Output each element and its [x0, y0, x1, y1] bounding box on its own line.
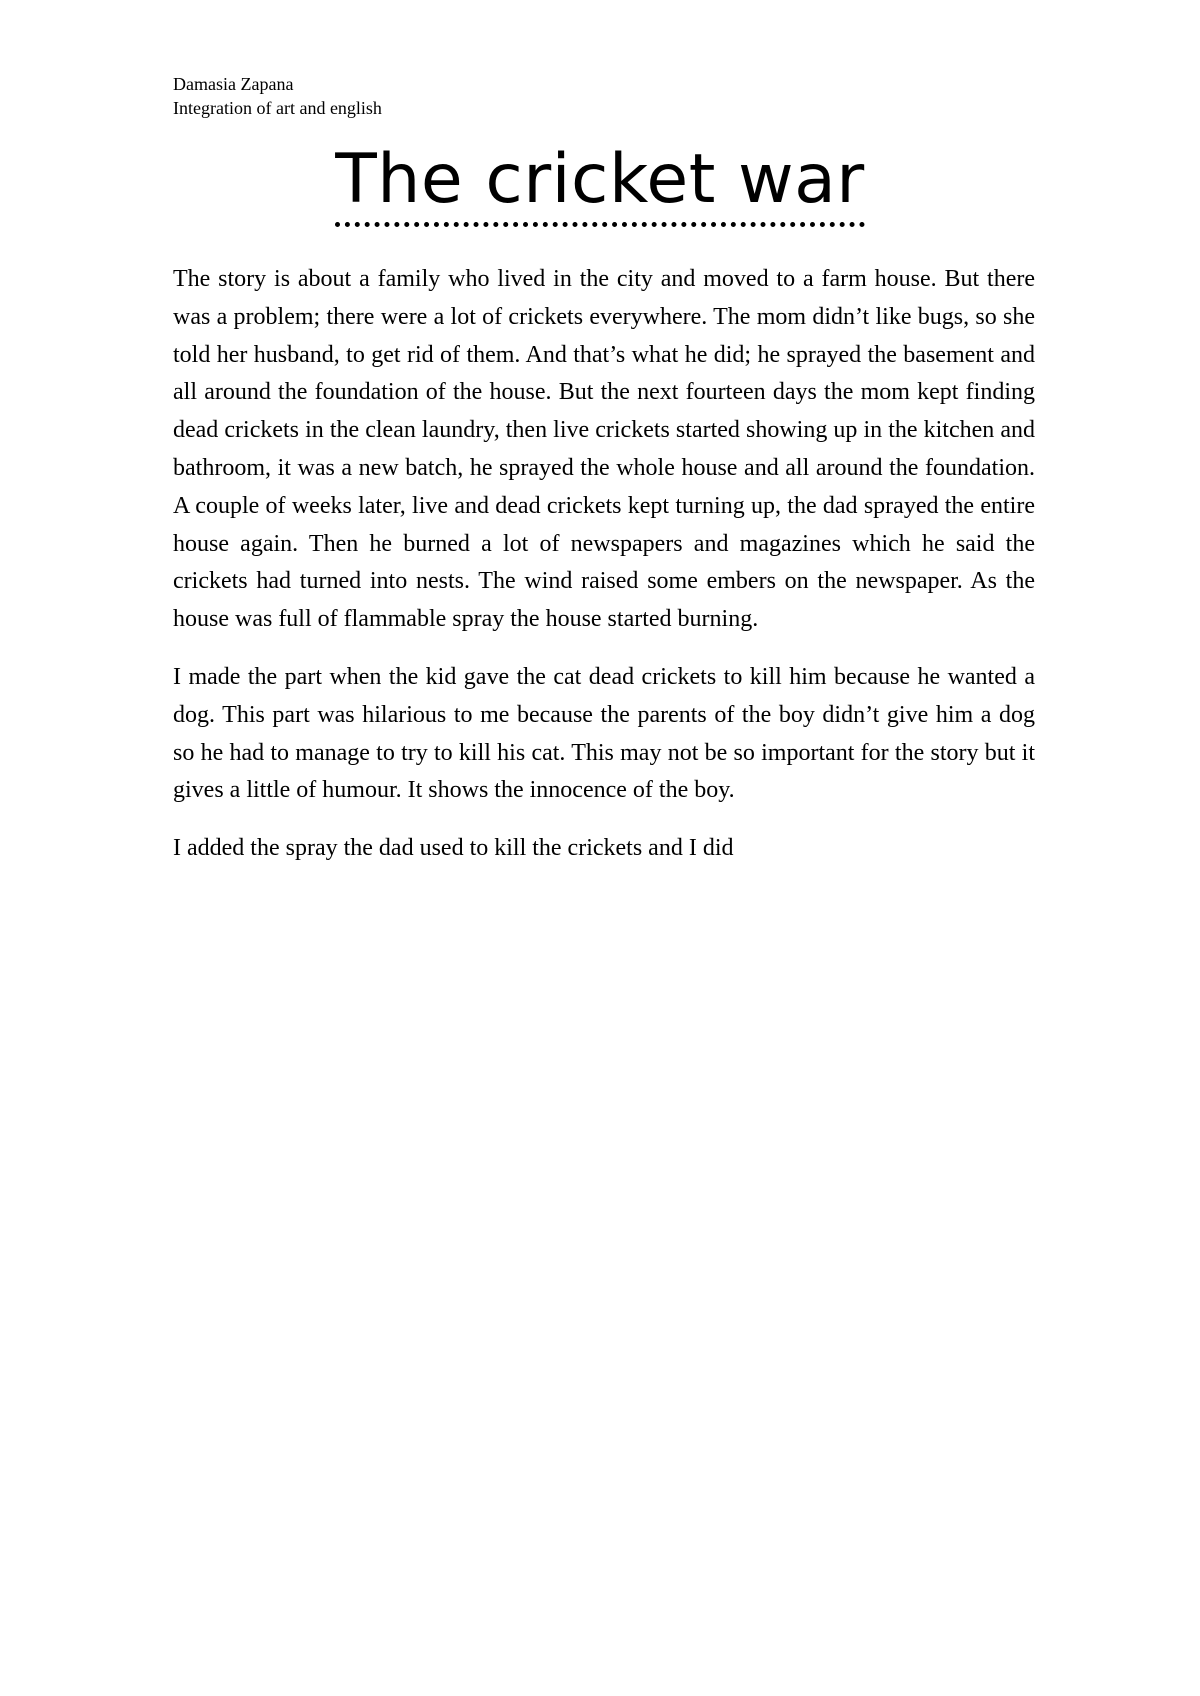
document-header	[173, 72, 382, 120]
author-name: Damasia Zapana	[173, 74, 294, 94]
document-body	[173, 261, 1035, 888]
document-title: The cricket war	[335, 140, 865, 227]
paragraph-added-spray: I added the spray the dad used to kill the crickets and I did	[173, 835, 734, 862]
paragraph-story-summary: The story is about a family who lived in the city and moved to a farm house. But there was a problem; there were a lot of crickets everywhere. The mom didn’t like bugs, so she told her husband, to get rid of them. And that’s what he did; he sprayed the basement and all around the foundation of the house. But the next fourteen days the mom kept finding dead crickets in the clean laundry, then live crickets started showing up in the kitchen and bathroom, it was a new batch, he sprayed the whole house and all around the foundation. A couple of weeks later, live and dead crickets kept turning up, the dad sprayed the entire house again. Then he burned a lot of newspapers and magazines which he said the crickets had turned into nests. The wind raised some embers on the newspaper. As the house was full of flammable spray the house started burning.	[173, 266, 1035, 633]
paragraph-part-made: I made the part when the kid gave the cat dead crickets to kill him because he wanted a dog. This part was hilarious to me because the parents of the boy didn’t give him a dog so he had to manage to try to kill his cat. This may not be so important for the story but it gives a little of humour. It shows the innocence of the boy.	[173, 663, 1035, 804]
title-container	[0, 140, 1200, 227]
subject-line: Integration of art and english	[173, 98, 382, 118]
